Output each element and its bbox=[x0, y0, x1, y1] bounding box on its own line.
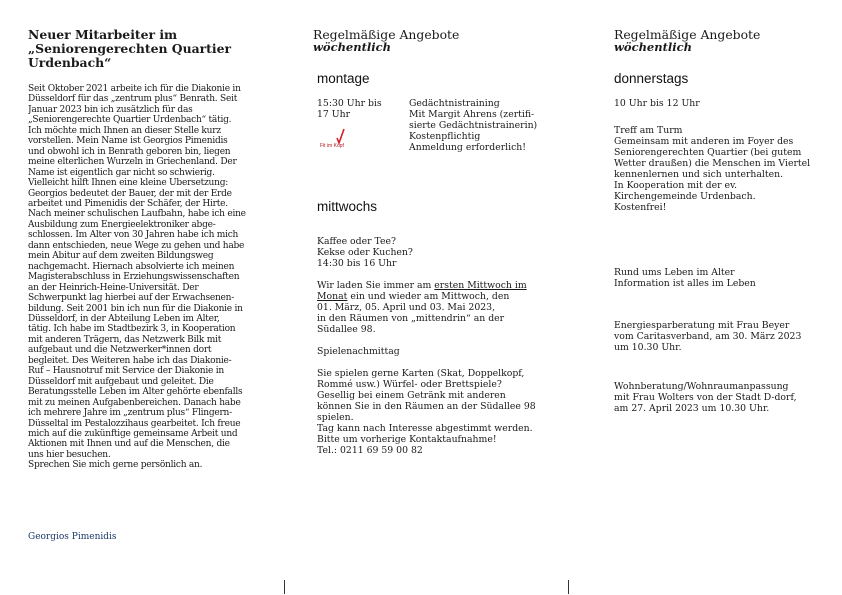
text-line: Bitte um vorherige Kontaktaufnahme! bbox=[317, 434, 497, 445]
day-heading-wednesday: mittwochs bbox=[317, 199, 378, 214]
housing-advice-block bbox=[614, 381, 797, 414]
body-line: Ruf – Hausnotruf mit Service der Diakonie in bbox=[28, 366, 224, 377]
body-line: Aktionen mit Ihnen und auf die Menschen, die bbox=[28, 439, 230, 450]
fold-mark bbox=[568, 580, 569, 594]
time-line: 17 Uhr bbox=[317, 109, 351, 120]
text-line: um 10.30 Uhr. bbox=[614, 342, 682, 353]
text-line: kennenlernen und sich unterhalten. bbox=[614, 169, 784, 180]
text-underlined: Monat bbox=[317, 291, 348, 302]
text-line: in den Räumen von „mittendrin“ an der bbox=[317, 313, 505, 324]
phone-number: Tel.: 0211 69 59 00 82 bbox=[317, 445, 423, 456]
text-plain: Wir laden Sie immer am bbox=[317, 280, 435, 291]
left-body-text bbox=[28, 84, 264, 471]
body-line: Georgios bedeutet der Bauer, der mit der Erde bbox=[28, 188, 232, 199]
body-line: Düsseldorf mit aufgebaut und geleitet. Die bbox=[28, 376, 214, 387]
text-line: Kaffee oder Tee? bbox=[317, 236, 396, 247]
text-plain: ein und wieder am Mittwoch, den bbox=[347, 291, 510, 302]
text-line: 01. März, 05. April und 03. Mai 2023, bbox=[317, 302, 496, 313]
text-line: Gesellig bei einem Getränk mit anderen bbox=[317, 390, 506, 401]
text-line: Kirchengemeinde Urdenbach. bbox=[614, 191, 756, 202]
body-line: tätig. Ich habe im Stadtbezirk 3, in Kooperation bbox=[28, 324, 236, 335]
body-line: Vielleicht hilft Ihnen eine kleine Übersetzung: bbox=[28, 178, 229, 189]
detail-line: Anmeldung erforderlich! bbox=[409, 142, 527, 153]
body-line: meine elterlichen Wurzeln in Griechenland. Der bbox=[28, 157, 237, 168]
fit-im-kopf-logo bbox=[320, 128, 360, 152]
text-line: mit Frau Wolters von der Stadt D-dorf, bbox=[614, 392, 797, 403]
body-line: und obwohl ich in Benrath geboren bin, liegen bbox=[28, 146, 231, 157]
body-line: Düsseldorf, in der Abteilung Leben im Alter, bbox=[28, 313, 220, 324]
body-line: Januar 2023 bin ich zusätzlich für das bbox=[28, 104, 193, 115]
day-heading-thursday: donnerstags bbox=[614, 71, 689, 86]
thursday-time: 10 Uhr bis 12 Uhr bbox=[614, 98, 700, 109]
left-heading-line: Neuer Mitarbeiter im bbox=[28, 27, 178, 42]
text-line: Südallee 98. bbox=[317, 324, 376, 335]
body-line: bildung. Seit 2001 bin ich nun für die Diakonie in bbox=[28, 303, 243, 314]
text-line: Energiesparberatung mit Frau Beyer bbox=[614, 320, 790, 331]
body-line: mit zu meinen Aufgabenbereichen. Danach habe bbox=[28, 397, 241, 408]
body-line: arbeitet und Pimenidis der Schäfer, der Hirte. bbox=[28, 198, 228, 209]
text-line: Wohnberatung/Wohnraumanpassung bbox=[614, 381, 789, 392]
fold-mark bbox=[284, 580, 285, 594]
text-line: Rund ums Leben im Alter bbox=[614, 267, 735, 278]
body-line: mein Abitur auf dem zweiten Bildungsweg bbox=[28, 251, 214, 262]
text-line: 14:30 bis 16 Uhr bbox=[317, 258, 397, 269]
text-line: Information ist alles im Leben bbox=[614, 278, 756, 289]
text-line: Gemeinsam mit anderen im Foyer des bbox=[614, 136, 794, 147]
body-line: schlossen. Im Alter von 30 Jahren habe ich mich bbox=[28, 230, 239, 241]
detail-line: sierte Gedächtnistrainerin) bbox=[409, 120, 538, 131]
time-line: 15:30 Uhr bis bbox=[317, 98, 382, 109]
text-line: Tag kann nach Interesse abgestimmt werden. bbox=[317, 423, 533, 434]
monday-details bbox=[409, 98, 537, 153]
middle-heading: Regelmäßige Angebote bbox=[313, 27, 460, 42]
text-line: Seniorengerechten Quartier (bei gutem bbox=[614, 147, 802, 158]
monday-time bbox=[317, 98, 382, 120]
treff-block bbox=[614, 125, 810, 213]
right-heading: Regelmäßige Angebote bbox=[614, 27, 761, 42]
text-line: In Kooperation mit der ev. bbox=[614, 180, 738, 191]
info-block bbox=[614, 267, 756, 289]
body-line: Name ist eigentlich gar nicht so schwierig. bbox=[28, 167, 215, 178]
body-line: Nach meiner schulischen Laufbahn, habe ich eine bbox=[28, 209, 246, 220]
text-line: Kekse oder Kuchen? bbox=[317, 247, 413, 258]
right-subheading: wöchentlich bbox=[614, 40, 693, 54]
day-heading-monday: montage bbox=[317, 71, 370, 86]
body-line: Ich möchte mich Ihnen an dieser Stelle kurz bbox=[28, 125, 221, 136]
text-line: spielen. bbox=[317, 412, 354, 423]
body-line: Seit Oktober 2021 arbeite ich für die Diakonie in bbox=[28, 84, 241, 94]
body-line: Schwerpunkt lag hierbei auf der Erwachsenen- bbox=[28, 293, 235, 304]
middle-subheading: wöchentlich bbox=[313, 40, 392, 54]
text-line: am 27. April 2023 um 10.30 Uhr. bbox=[614, 403, 770, 414]
left-heading bbox=[28, 28, 231, 70]
body-line: uns hier besuchen. bbox=[28, 449, 111, 460]
body-line: mich auf die zukünftige gemeinsame Arbeit und bbox=[28, 428, 238, 439]
detail-line: Mit Margit Ahrens (zertifi- bbox=[409, 109, 535, 120]
text-line: Wetter draußen) die Menschen im Viertel bbox=[614, 158, 811, 169]
left-heading-line: Urdenbach“ bbox=[28, 55, 112, 70]
wednesday-text bbox=[317, 236, 536, 456]
text-line: Treff am Turm bbox=[614, 125, 683, 136]
text-line: Kostenfrei! bbox=[614, 202, 667, 213]
body-line: Beratungsstelle Leben im Alter gehörte ebenfalls bbox=[28, 387, 243, 398]
body-line: „Seniorengerechte Quartier Urdenbach“ tätig. bbox=[28, 115, 232, 126]
text-line: vom Caritasverband, am 30. März 2023 bbox=[614, 331, 802, 342]
body-line: begleitet. Des Weiteren habe ich das Diakonie- bbox=[28, 355, 232, 366]
body-line: nachgemacht. Hiernach absolvierte ich meinen bbox=[28, 261, 235, 272]
text-line: Sie spielen gerne Karten (Skat, Doppelkopf, bbox=[317, 368, 525, 379]
body-line: an der Heinrich-Heine-Universität. Der bbox=[28, 282, 199, 293]
text-line: Rommé usw.) Würfel- oder Brettspiele? bbox=[317, 379, 502, 390]
detail-line: Kostenpflichtig bbox=[409, 131, 481, 142]
energy-advice-block bbox=[614, 320, 801, 353]
body-line: Magisterabschluss in Erziehungswissenschaften bbox=[28, 272, 240, 283]
body-line: mit anderen Trägern, das Netzwerk Bilk mit bbox=[28, 334, 222, 345]
body-line: Düsseltal im Pestalozzihaus gearbeitet. Ich freue bbox=[28, 418, 241, 429]
logo-text: Fit im Kopf bbox=[320, 143, 344, 149]
body-line: Ausbildung zum Energieelektroniker abge- bbox=[28, 219, 216, 230]
text-line: können Sie in den Räumen an der Südallee 98 bbox=[317, 401, 536, 412]
body-line: vorstellen. Mein Name ist Georgios Pimenidis bbox=[28, 136, 228, 147]
body-line: Düsseldorf für das „zentrum plus“ Benrath. Seit bbox=[28, 94, 238, 105]
body-line: ich mehrere Jahre im „zentrum plus“ Flingern- bbox=[28, 408, 232, 419]
left-heading-line: „Seniorengerechten Quartier bbox=[28, 41, 231, 56]
text-line bbox=[317, 280, 536, 291]
body-line: dann entschieden, neue Wege zu gehen und habe bbox=[28, 240, 245, 251]
body-line: Sprechen Sie mich gerne persönlich an. bbox=[28, 460, 203, 471]
text-underlined: ersten Mittwoch im bbox=[434, 280, 527, 291]
body-line: aufgebaut und die Netzwerker*innen dort bbox=[28, 345, 212, 356]
games-title: Spielenachmittag bbox=[317, 346, 400, 357]
text-line bbox=[317, 291, 536, 302]
detail-line: Gedächtnistraining bbox=[409, 98, 500, 109]
signature: Georgios Pimenidis bbox=[28, 532, 117, 542]
